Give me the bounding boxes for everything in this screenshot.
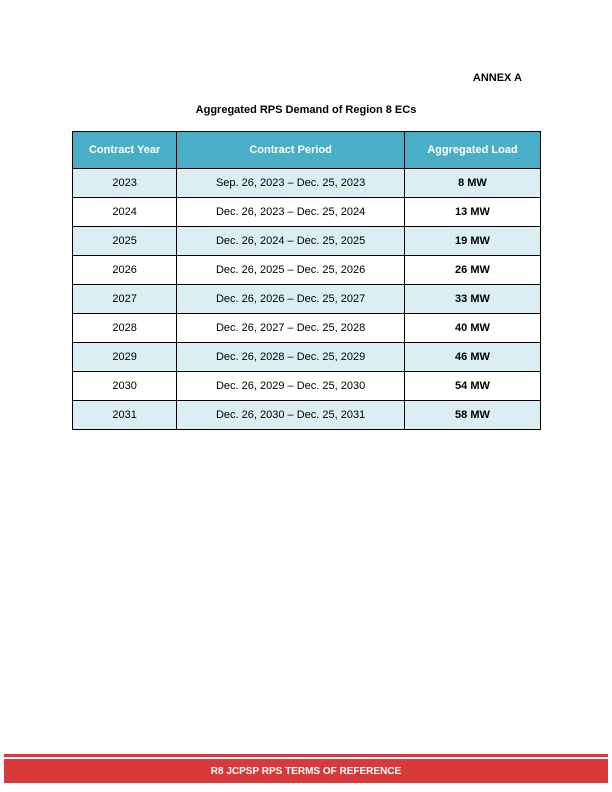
cell-period: Dec. 26, 2025 – Dec. 25, 2026: [177, 256, 405, 285]
cell-load: 33 MW: [404, 285, 540, 314]
annex-label: ANNEX A: [472, 72, 522, 84]
cell-period: Dec. 26, 2029 – Dec. 25, 2030: [177, 372, 405, 401]
cell-year: 2030: [73, 372, 177, 401]
cell-year: 2027: [73, 285, 177, 314]
footer-bar: [4, 759, 608, 783]
table-row: [73, 401, 541, 430]
footer-text: R8 JCPSP RPS TERMS OF REFERENCE: [210, 766, 402, 777]
cell-load: 58 MW: [404, 401, 540, 430]
cell-period: Dec. 26, 2026 – Dec. 25, 2027: [177, 285, 405, 314]
cell-period: Sep. 26, 2023 – Dec. 25, 2023: [177, 169, 405, 198]
table-row: [73, 372, 541, 401]
header-contract-year: Contract Year: [73, 132, 177, 169]
table-header-row: [73, 132, 541, 169]
cell-period: Dec. 26, 2028 – Dec. 25, 2029: [177, 343, 405, 372]
cell-year: 2024: [73, 198, 177, 227]
footer-divider: [4, 754, 608, 757]
table-row: [73, 285, 541, 314]
table-row: [73, 314, 541, 343]
table-row: [73, 343, 541, 372]
cell-load: 40 MW: [404, 314, 540, 343]
cell-year: 2026: [73, 256, 177, 285]
table-row: [73, 256, 541, 285]
cell-year: 2029: [73, 343, 177, 372]
header-aggregated-load: Aggregated Load: [404, 132, 540, 169]
table-row: [73, 198, 541, 227]
cell-load: 13 MW: [404, 198, 540, 227]
cell-year: 2023: [73, 169, 177, 198]
cell-year: 2031: [73, 401, 177, 430]
cell-period: Dec. 26, 2024 – Dec. 25, 2025: [177, 227, 405, 256]
table-row: [73, 169, 541, 198]
cell-load: 19 MW: [404, 227, 540, 256]
cell-load: 26 MW: [404, 256, 540, 285]
cell-year: 2025: [73, 227, 177, 256]
table-row: [73, 227, 541, 256]
cell-period: Dec. 26, 2030 – Dec. 25, 2031: [177, 401, 405, 430]
cell-year: 2028: [73, 314, 177, 343]
header-contract-period: Contract Period: [177, 132, 405, 169]
cell-period: Dec. 26, 2027 – Dec. 25, 2028: [177, 314, 405, 343]
table-title: Aggregated RPS Demand of Region 8 ECs: [195, 104, 417, 116]
cell-load: 46 MW: [404, 343, 540, 372]
cell-period: Dec. 26, 2023 – Dec. 25, 2024: [177, 198, 405, 227]
rps-demand-table: [72, 131, 541, 430]
cell-load: 54 MW: [404, 372, 540, 401]
cell-load: 8 MW: [404, 169, 540, 198]
